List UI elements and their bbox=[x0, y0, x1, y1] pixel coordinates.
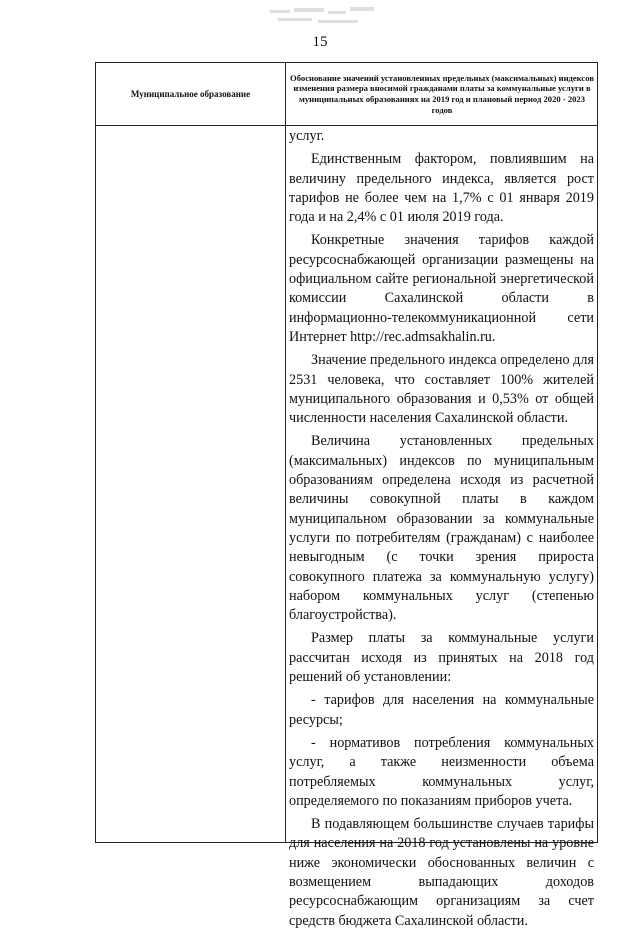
document-table bbox=[95, 62, 598, 929]
paragraph: Единственным фактором, повлиявшим на величину предельного индекса, является рост тарифов не более чем на 1,7% с 01 января 2019 года и на 2,4% с 01 июля 2019 года. bbox=[289, 151, 594, 226]
column-header-justification: Обоснование значений установленных предельных (максимальных) индексов изменения размера вносимой гражданами платы за коммунальные услуги в муниципальных образованиях на 2019 год и плановый период 2020 - 2023 годов bbox=[290, 72, 594, 115]
paragraph: Размер платы за коммунальные услуги рассчитан исходя из принятых на 2018 год решений об установлении: bbox=[289, 630, 594, 686]
paragraph: Конкретные значения тарифов каждой ресурсоснабжающей организации размещены на официальном сайте региональной энергетической комиссии Сахалинской области в информационно-телекоммуникационной сети Интернет http://rec.admsakhalin.ru. bbox=[289, 232, 594, 345]
paragraph: Величина установленных предельных (максимальных) индексов по муниципальным образованиям определена исходя из расчетной величины совокупной платы в каждом муниципальном образовании за коммунальные услуги по потребителям (гражданам) с наиболее невыгодным (с точки зрения прироста совокупного платежа за коммунальную услугу) набором коммунальных услуг (степенью благоустройства). bbox=[289, 433, 594, 624]
header-row-divider bbox=[96, 125, 597, 126]
column-header-municipality: Муниципальное образование bbox=[130, 89, 251, 99]
paragraph: Значение предельного индекса определено для 2531 человека, что составляет 100% жителей муниципального образования и 0,53% от общей численности населения Сахалинской области. bbox=[289, 352, 594, 427]
column-divider bbox=[285, 63, 286, 842]
paragraph: услуг. bbox=[289, 128, 325, 144]
justification-text-cell bbox=[289, 127, 594, 935]
page-number: 15 bbox=[312, 34, 328, 50]
faint-stamp-mark bbox=[268, 6, 378, 28]
paragraph: - тарифов для населения на коммунальные ресурсы; bbox=[289, 692, 594, 728]
paragraph: - нормативов потребления коммунальных услуг, а также неизменности объема потребляемых коммунальных услуг, определяемого по показаниям приборов учета. bbox=[289, 734, 594, 809]
paragraph: В подавляющем большинстве случаев тарифы для населения на 2018 год установлены на уровне ниже экономически обоснованных величин с возмещением выпадающих доходов ресурсоснабжающим организациям за счет средств бюджета Сахалинской области. bbox=[289, 816, 594, 929]
